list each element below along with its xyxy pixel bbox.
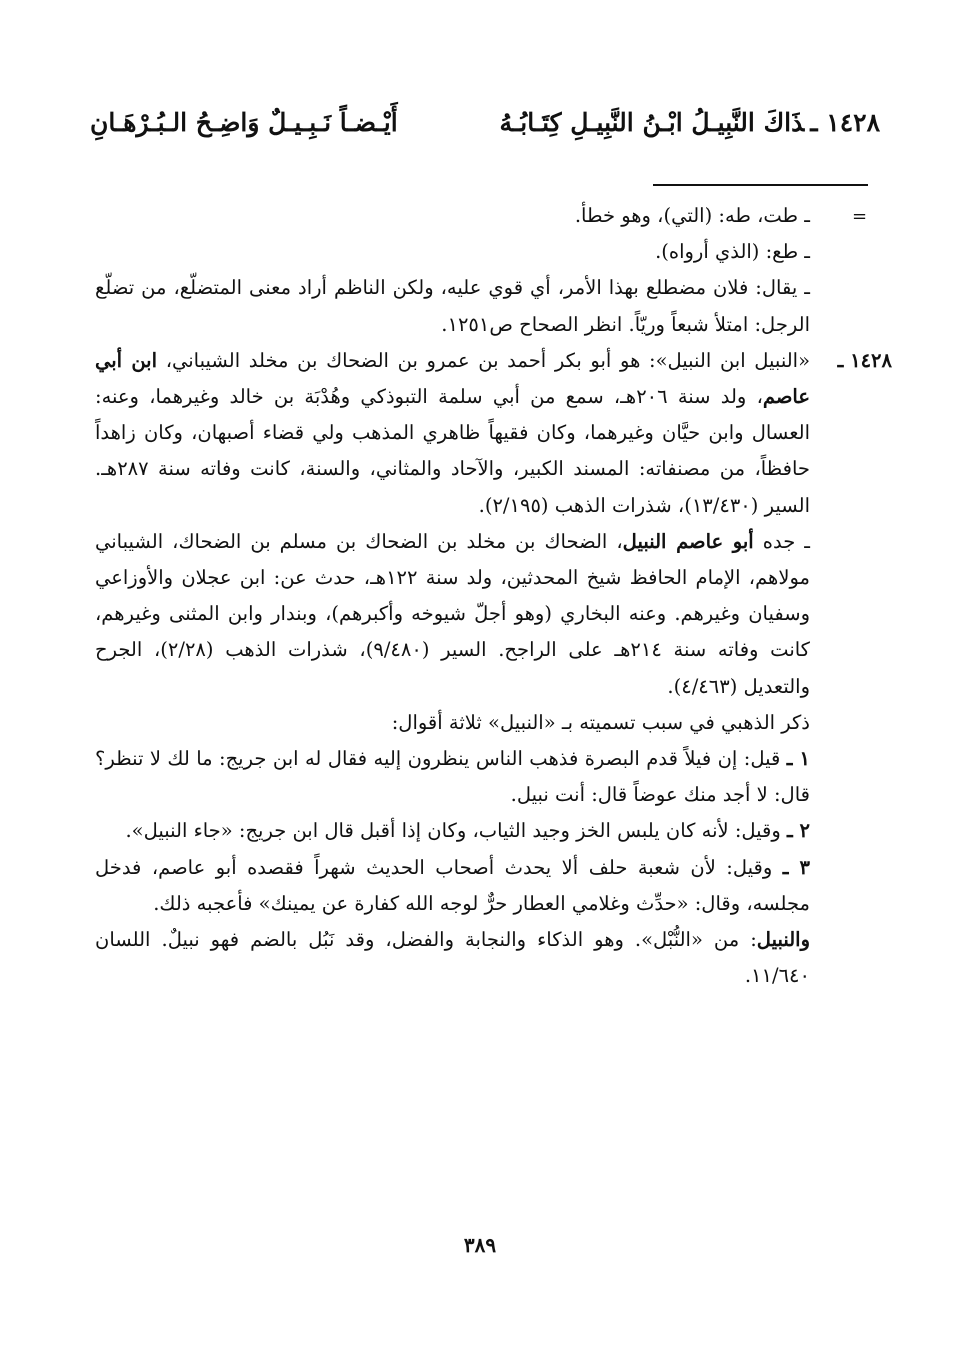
list-item-1-text: قيل: إن فيلاً قدم البصرة فذهب الناس ينظرون إليه فقال له ابن جريج: ما لك لا تنظر؟ قال: لا أجد منك عوضاً قال: أنت نبيل. (95, 747, 810, 807)
entry-p1-bold-name: ابن أبي عاصم (95, 348, 810, 409)
final-bold-term: والنبيل (756, 928, 810, 952)
continuation-mark: = (852, 206, 868, 227)
verse-second-hemistich: أَيْـضـاً نَـبِـيـلٌ وَاضِـحُ الـبُـرْهَـانِ (90, 108, 398, 137)
entry-p2-text-a: ـ جده (762, 529, 810, 553)
footnote-separator (653, 184, 868, 186)
entry-p1-text-a: «النبيل ابن النبيل»: هو أبو بكر أحمد بن عمرو بن الضحاك بن مخلد الشيباني، (165, 348, 810, 372)
list-item-1-number: ١ ـ (786, 747, 810, 771)
entry-p1-text-b: ، ولد سنة ٢٠٦هـ، سمع من أبي سلمة التبوذكي وهُدْبَة بن خالد وغيرهما، وعنه: العسال وابن حيَّان وغيرهما، وكان فقيهاً ظاهري المذهب ولي قضاء أصبهان، وكان زاهداً حافظاً، من مصنفاته: المسند الكبير، والآحاد والمثاني، والسنة، كانت وفاته سنة ٢٨٧هـ. السير (١٣/٤٣٠)، شذرات الذهب (٢/١٩٥). (95, 385, 810, 517)
page-number: ٣٨٩ (463, 1233, 497, 1257)
verse-first-hemistich (500, 108, 880, 137)
list-item-3 (95, 850, 810, 922)
final-paragraph (95, 922, 810, 994)
final-text: : من «النُّبْل». وهو الذكاء والنجابة والفضل، وقد نَبُل بالضم فهو نبيلٌ. اللسان ١١/٦٤٠. (95, 928, 810, 988)
footnote-variant-1: ـ طت، طه: (التي)، وهو خطأ. (574, 204, 810, 227)
list-item-2-text: وقيل: لأنه كان يلبس الخز وجيد الثياب، وكان إذا أقبل قال ابن جريج: «جاء النبيل». (125, 819, 781, 843)
entry-paragraph-1 (95, 343, 892, 524)
list-item-2-number: ٢ ـ (787, 819, 810, 843)
entry-p2-bold-name: أبو عاصم النبيل (622, 529, 754, 553)
entry-paragraph-3: ذكر الذهبي في سبب تسميته بـ «النبيل» ثلاثة أقوال: (391, 710, 810, 734)
entry-p2-text-b: ، الضحاك بن مخلد بن الضحاك بن مسلم بن الضحاك، الشيباني مولاهم، الإمام الحافظ شيخ المحدثين، ولد سنة ١٢٢هـ، حدث عن: ابن عجلان والأوزاعي وسفيان وغيرهم. وعنه البخاري (وهو أجلّ شيوخه وأكبرهم)، وبندار وابن المثنى وغيرهم، كانت وفاته سنة ٢١٤هـ على الراجح. السير (٩/٤٨٠)، شذرات الذهب (٢/٢٨)، الجرح والتعديل (٤/٤٦٣). (95, 529, 810, 698)
hemistich-1-text: ذَاكَ النَّبِيـلُ ابْـنُ النَّبِيـلِ كِتَـابُـهُ (499, 108, 805, 137)
verse-number: ١٤٢٨ ـ (810, 108, 880, 137)
list-item-2 (95, 813, 810, 849)
entry-marker: ١٤٢٨ ـ (837, 348, 892, 372)
list-item-3-number: ٣ ـ (782, 855, 810, 879)
footnote-variant-2: ـ طع: (الذي أرواه). (655, 240, 810, 264)
entry-paragraph-2 (95, 524, 810, 705)
footnote-lexical: ـ يقال: فلان مضطلع بهذا الأمر، أي قوي عليه، ولكن الناظم أراد معنى المتضلّع، من تضلّع الرجل: امتلأ شبعاً وريّاً. انظر الصحاح ص١٢٥١. (95, 276, 810, 336)
poem-verse (90, 108, 880, 137)
list-item-1 (95, 741, 810, 813)
list-item-3-text: وقيل: لأن شعبة حلف ألا يحدث أصحاب الحديث شهراً فقصده أبو عاصم، فدخل مجلسه، وقال: «حدِّث وغلامي العطار حرٌّ لوجه الله كفارة عن يمينك» فأعجبه ذلك. (95, 855, 810, 915)
footnotes-section (95, 198, 892, 994)
